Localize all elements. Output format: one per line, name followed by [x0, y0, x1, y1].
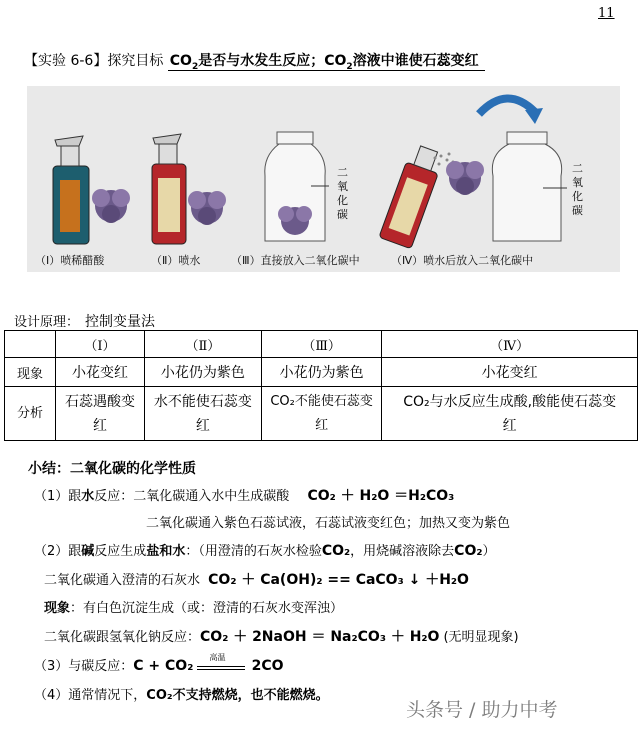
table-header: （Ⅲ） — [261, 331, 381, 358]
summary-line-1: （1）跟水反应：二氧化碳通入水中生成碳酸 CO₂ ＋ H₂O ＝H₂CO₃ — [34, 488, 455, 504]
table-header: （Ⅰ） — [56, 331, 145, 358]
design-label: 设计原理： — [14, 315, 80, 330]
arrow-head-icon — [525, 108, 543, 124]
design-value: 控制变量法 — [79, 314, 165, 331]
watermark: 头条号 / 助力中考 — [406, 699, 558, 721]
caption-4: （Ⅳ）喷水后放入二氧化碳中 — [391, 254, 534, 267]
table-cell: 小花仍为紫色 — [144, 358, 261, 387]
jar-label-1: 二 — [337, 166, 348, 179]
flower-icon — [446, 161, 484, 195]
experiment-figure — [27, 86, 620, 272]
summary-line-2: 二氧化碳通入紫色石蕊试液，石蕊试液变红色；加热又变为紫色 — [146, 516, 511, 531]
jar-label-3: 化 — [337, 194, 348, 207]
table-cell: CO₂不能使石蕊变红 — [261, 387, 381, 441]
caption-3: （Ⅲ）直接放入二氧化碳中 — [231, 254, 360, 267]
summary-line-8: （4）通常情况下，CO₂不支持燃烧，也不能燃烧。 — [34, 688, 329, 703]
gas-jar-icon — [265, 132, 329, 241]
reaction-arrow: 高温 — [197, 660, 247, 674]
summary-line-3: （2）跟碱反应生成盐和水：（用澄清的石灰水检验CO₂，用烧碱溶液除去CO₂） — [34, 543, 496, 559]
experiment-title — [24, 50, 485, 72]
table-row — [5, 358, 638, 387]
jar-label-1b: 二 — [572, 162, 583, 175]
equation: CO₂ ＋ 2NaOH ＝ Na₂CO₃ ＋ H₂O — [200, 629, 440, 645]
jar-label-4b: 碳 — [572, 204, 583, 217]
row-label: 现象 — [5, 358, 56, 387]
summary-heading: 小结：二氧化碳的化学性质 — [28, 461, 196, 477]
table-cell: 小花变红 — [382, 358, 638, 387]
table-cell: 石蕊遇酸变红 — [56, 387, 145, 441]
summary-line-5: 现象：有白色沉淀生成（或：澄清的石灰水变浑浊） — [44, 601, 344, 616]
design-principle — [14, 311, 165, 331]
summary-line-4: 二氧化碳通入澄清的石灰水 CO₂ ＋ Ca(OH)₂ == CaCO₃ ↓ ＋H₂O — [44, 572, 469, 588]
flower-icon — [92, 189, 130, 223]
gas-jar-icon — [492, 132, 567, 241]
table-cell: 小花变红 — [56, 358, 145, 387]
jar-label-2b: 氧 — [572, 176, 583, 189]
table-header: （Ⅱ） — [144, 331, 261, 358]
flower-icon — [188, 191, 226, 225]
caption-2: （Ⅱ）喷水 — [151, 254, 201, 267]
jar-label-4: 碳 — [337, 208, 348, 221]
jar-label-3b: 化 — [572, 190, 583, 203]
table-cell: 水不能使石蕊变红 — [144, 387, 261, 441]
caption-1: （Ⅰ）喷稀醋酸 — [35, 254, 105, 267]
table-header-row — [5, 331, 638, 358]
spray-bottle-icon — [53, 136, 89, 244]
jar-label-2: 氧 — [337, 180, 348, 193]
experiment-illustration — [27, 86, 620, 272]
table-header: （Ⅳ） — [382, 331, 638, 358]
spray-bottle-icon — [152, 134, 186, 244]
title-prefix: 【实验 6-6】探究目标 — [24, 53, 164, 69]
equation: CO₂ ＋ H₂O ＝H₂CO₃ — [307, 488, 455, 504]
summary-line-6: 二氧化碳跟氢氧化钠反应：CO₂ ＋ 2NaOH ＝ Na₂CO₃ ＋ H₂O (无明显现象) — [44, 629, 519, 645]
equation: CO₂ ＋ Ca(OH)₂ == CaCO₃ ↓ ＋H₂O — [208, 572, 469, 588]
table-cell: CO₂与水反应生成酸,酸能使石蕊变红 — [382, 387, 638, 441]
page-number: 11 — [598, 6, 615, 21]
table-cell: 小花仍为紫色 — [261, 358, 381, 387]
table-row — [5, 387, 638, 441]
row-label: 分析 — [5, 387, 56, 441]
title-goal: $CO_2$是否与水发生反应；$CO_2$溶液中谁使石蕊变红 — [168, 53, 485, 71]
result-table — [4, 330, 638, 441]
summary-line-7: （3）与碳反应：C + CO₂ 高温 2CO — [34, 652, 284, 674]
table-header — [5, 331, 56, 358]
